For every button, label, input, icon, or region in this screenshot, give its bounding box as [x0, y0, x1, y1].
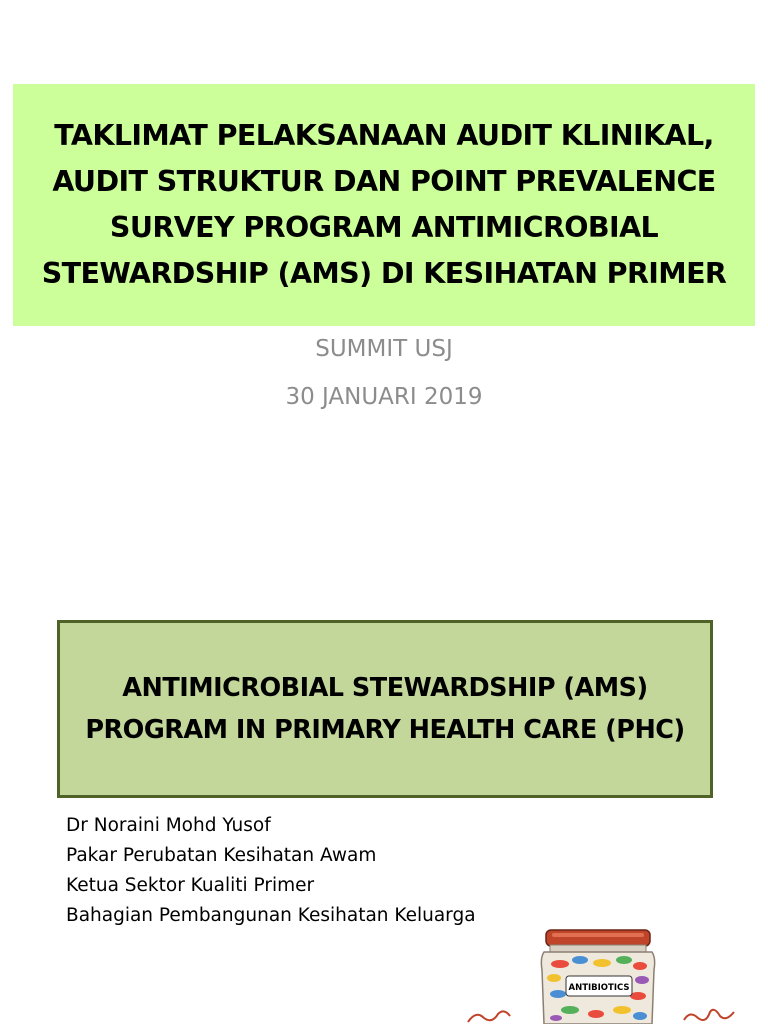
- title-line-1: TAKLIMAT PELAKSANAAN AUDIT KLINIKAL,: [54, 119, 714, 152]
- right-swirl-decoration: [680, 1006, 740, 1024]
- title-box: [13, 84, 755, 326]
- program-line-1: ANTIMICROBIAL STEWARDSHIP (AMS): [122, 673, 648, 703]
- author-division: Bahagian Pembangunan Kesihatan Keluarga: [66, 905, 476, 926]
- title-line-2: AUDIT STRUKTUR DAN POINT PREVALENCE: [52, 165, 716, 198]
- author-name: Dr Noraini Mohd Yusof: [66, 815, 271, 836]
- program-line-2: PROGRAM IN PRIMARY HEALTH CARE (PHC): [85, 715, 685, 745]
- program-box: [57, 620, 713, 798]
- antibiotics-jar-icon: [536, 928, 660, 1024]
- svg-text:ANTIBIOTICS: ANTIBIOTICS: [568, 983, 630, 993]
- author-block: [66, 811, 476, 931]
- left-swirl-decoration: [464, 1006, 514, 1024]
- title-line-3: SURVEY PROGRAM ANTIMICROBIAL: [109, 211, 659, 244]
- author-position: Ketua Sektor Kualiti Primer: [66, 875, 315, 896]
- date-text: 30 JANUARI 2019: [285, 384, 483, 410]
- title-line-4: STEWARDSHIP (AMS) DI KESIHATAN PRIMER: [41, 257, 727, 290]
- author-role: Pakar Perubatan Kesihatan Awam: [66, 845, 377, 866]
- venue-text: SUMMIT USJ: [315, 336, 453, 362]
